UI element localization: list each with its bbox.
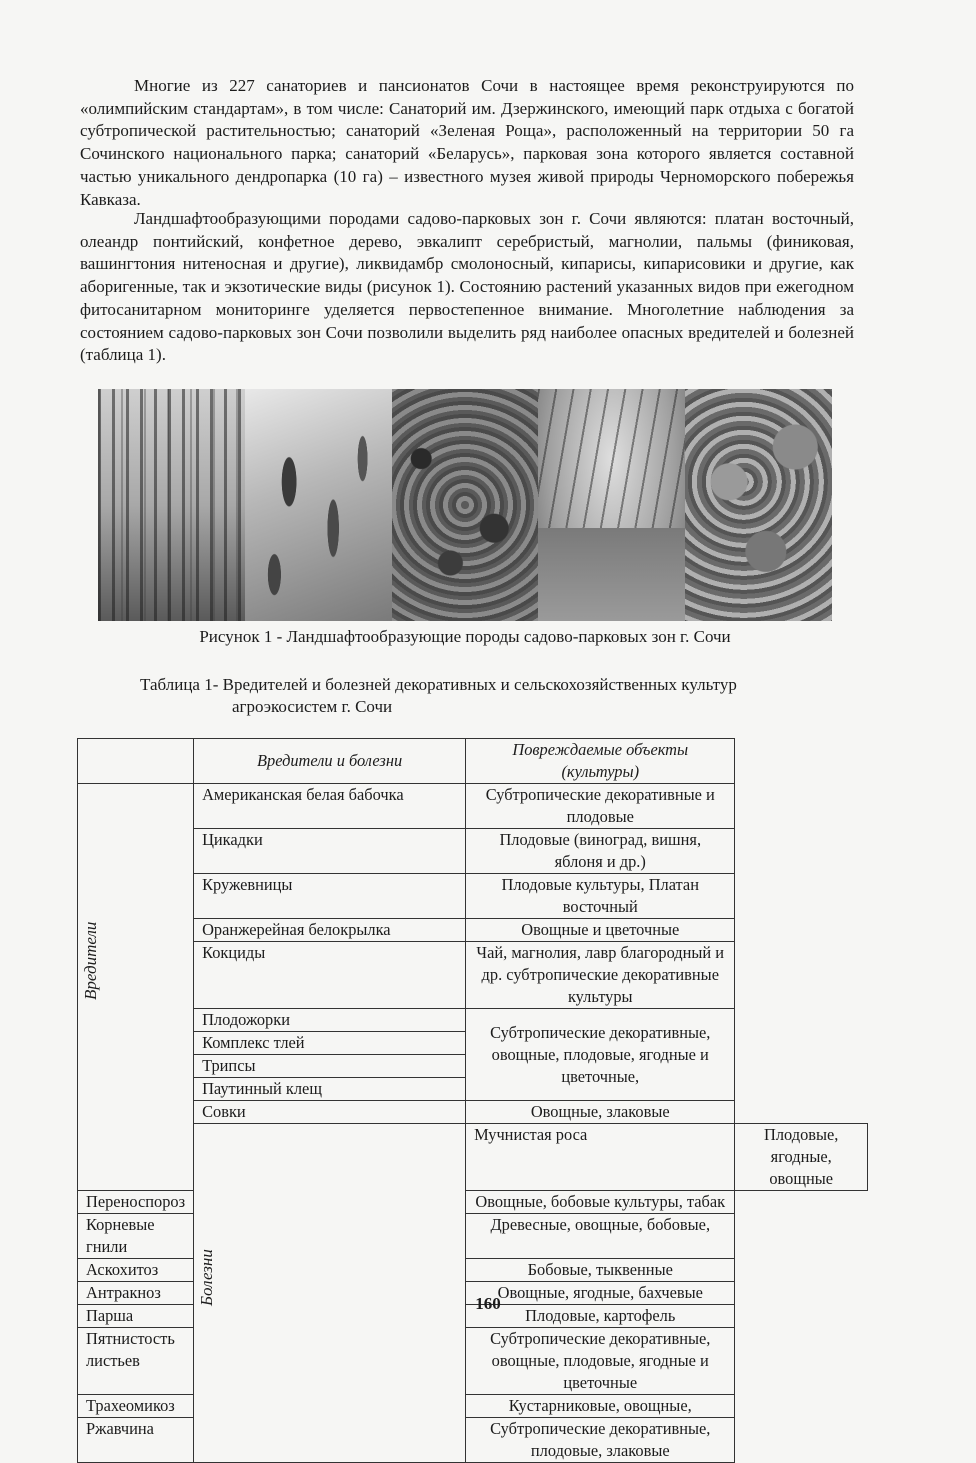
page-number: 160 <box>475 1294 501 1313</box>
objects-cell-merged: Субтропические декоративные, овощные, плодовые, ягодные и цветочные, <box>466 1009 735 1101</box>
figure-1-photos <box>98 389 832 621</box>
organism-cell: Кокциды <box>194 942 466 1009</box>
table-header-row <box>78 739 868 784</box>
table-row <box>78 1124 868 1191</box>
header-group-cell <box>78 739 194 784</box>
figure-caption: Рисунок 1 - Ландшафтообразующие породы садово-парковых зон г. Сочи <box>199 627 731 646</box>
objects-cell: Овощные, бобовые культуры, табак <box>466 1191 735 1214</box>
group-label-diseases: Болезни <box>197 1249 217 1306</box>
organism-cell: Оранжерейная белокрылка <box>194 919 466 942</box>
group-diseases <box>194 1124 466 1463</box>
table-title-line-1: Таблица 1- Вредителей и болезней декоративных и сельскохозяйственных культур <box>140 675 737 694</box>
table-row <box>78 919 868 942</box>
organism-cell: Плодожорки <box>194 1009 466 1032</box>
header-objects: Повреждаемые объекты (культуры) <box>466 739 735 784</box>
group-pests <box>78 784 194 1191</box>
organism-cell: Паутинный клещ <box>194 1078 466 1101</box>
group-label-pests: Вредители <box>81 921 100 1000</box>
organism-cell: Корневые гнили <box>78 1214 194 1259</box>
organism-cell: Ржавчина <box>78 1418 194 1463</box>
objects-cell: Плодовые, ягодные, овощные <box>735 1124 868 1191</box>
table-row <box>78 874 868 919</box>
paragraph-landscape-species: Ландшафтообразующими породами садово-парковых зон г. Сочи являются: платан восточный, олеандр понтийский, конфетное дерево, эвкалипт серебристый, магнолии, пальмы (финиковая, вашингтония нитеносная и другие), ликвидамбр смолоносный, кипарисы, кипарисовики и другие, как аборигенные, так и экзотические виды (рисунок 1). Состоянию растений указанных видов при ежегодном фитосанитарном мониторинге уделяется первостепенное внимание. Многолетние наблюдения за состоянием садово-парковых зон Сочи позволили выделить ряд наиболее опасных вредителей и болезней (таблица 1). <box>80 209 854 365</box>
objects-cell: Субтропические декоративные и плодовые <box>466 784 735 829</box>
table-title <box>140 674 850 718</box>
pests-diseases-table <box>77 738 868 1463</box>
table-row <box>78 784 868 829</box>
organism-cell: Переноспороз <box>78 1191 194 1214</box>
objects-cell: Бобовые, тыквенные <box>466 1259 735 1282</box>
paragraph-sanatoriums: Многие из 227 санаториев и пансионатов Сочи в настоящее время реконструируются по «олимпийским стандартам», в том числе: Санаторий им. Дзержинского, имеющий парк отдыха с богатой субтропической растительностью; санаторий «Зеленая Роща», расположенный на территории 50 га Сочинского национального парка; санаторий «Беларусь», парковая зона которого является составной частью уникального дендропарка (10 га) – известного музея живой природы Черноморского побережья Кавказа. <box>80 76 854 209</box>
photo-park-view <box>538 389 685 621</box>
objects-cell: Кустарниковые, овощные, <box>466 1395 735 1418</box>
table-row <box>78 829 868 874</box>
table-row <box>78 1101 868 1124</box>
organism-cell: Кружевницы <box>194 874 466 919</box>
organism-cell: Совки <box>194 1101 466 1124</box>
organism-cell: Трипсы <box>194 1055 466 1078</box>
objects-cell: Овощные, ягодные, бахчевые <box>466 1282 735 1305</box>
organism-cell: Трахеомикоз <box>78 1395 194 1418</box>
organism-cell: Пятнистость листьев <box>78 1328 194 1395</box>
organism-cell: Антракноз <box>78 1282 194 1305</box>
objects-cell: Плодовые, картофель <box>466 1305 735 1328</box>
organism-cell: Цикадки <box>194 829 466 874</box>
organism-cell: Американская белая бабочка <box>194 784 466 829</box>
table-title-line-2: агроэкосистем г. Сочи <box>232 697 393 716</box>
objects-cell: Субтропические декоративные, плодовые, злаковые <box>466 1418 735 1463</box>
objects-cell: Овощные, злаковые <box>466 1101 735 1124</box>
photo-tree-alley <box>98 389 245 621</box>
objects-cell: Древесные, овощные, бобовые, <box>466 1214 735 1259</box>
organism-cell: Парша <box>78 1305 194 1328</box>
objects-cell: Плодовые культуры, Платан восточный <box>466 874 735 919</box>
header-organism: Вредители и болезни <box>194 739 466 784</box>
organism-cell: Мучнистая роса <box>466 1124 735 1191</box>
photo-dense-foliage <box>392 389 539 621</box>
objects-cell: Чай, магнолия, лавр благородный и др. субтропические декоративные культуры <box>466 942 735 1009</box>
photo-oleander-leaves <box>245 389 392 621</box>
table-row <box>78 942 868 1009</box>
organism-cell: Аскохитоз <box>78 1259 194 1282</box>
photo-tree-canopy <box>685 389 832 621</box>
organism-cell: Комплекс тлей <box>194 1032 466 1055</box>
objects-cell: Овощные и цветочные <box>466 919 735 942</box>
objects-cell: Плодовые (виноград, вишня, яблоня и др.) <box>466 829 735 874</box>
table-row <box>78 1009 868 1032</box>
objects-cell: Субтропические декоративные, овощные, плодовые, ягодные и цветочные <box>466 1328 735 1395</box>
